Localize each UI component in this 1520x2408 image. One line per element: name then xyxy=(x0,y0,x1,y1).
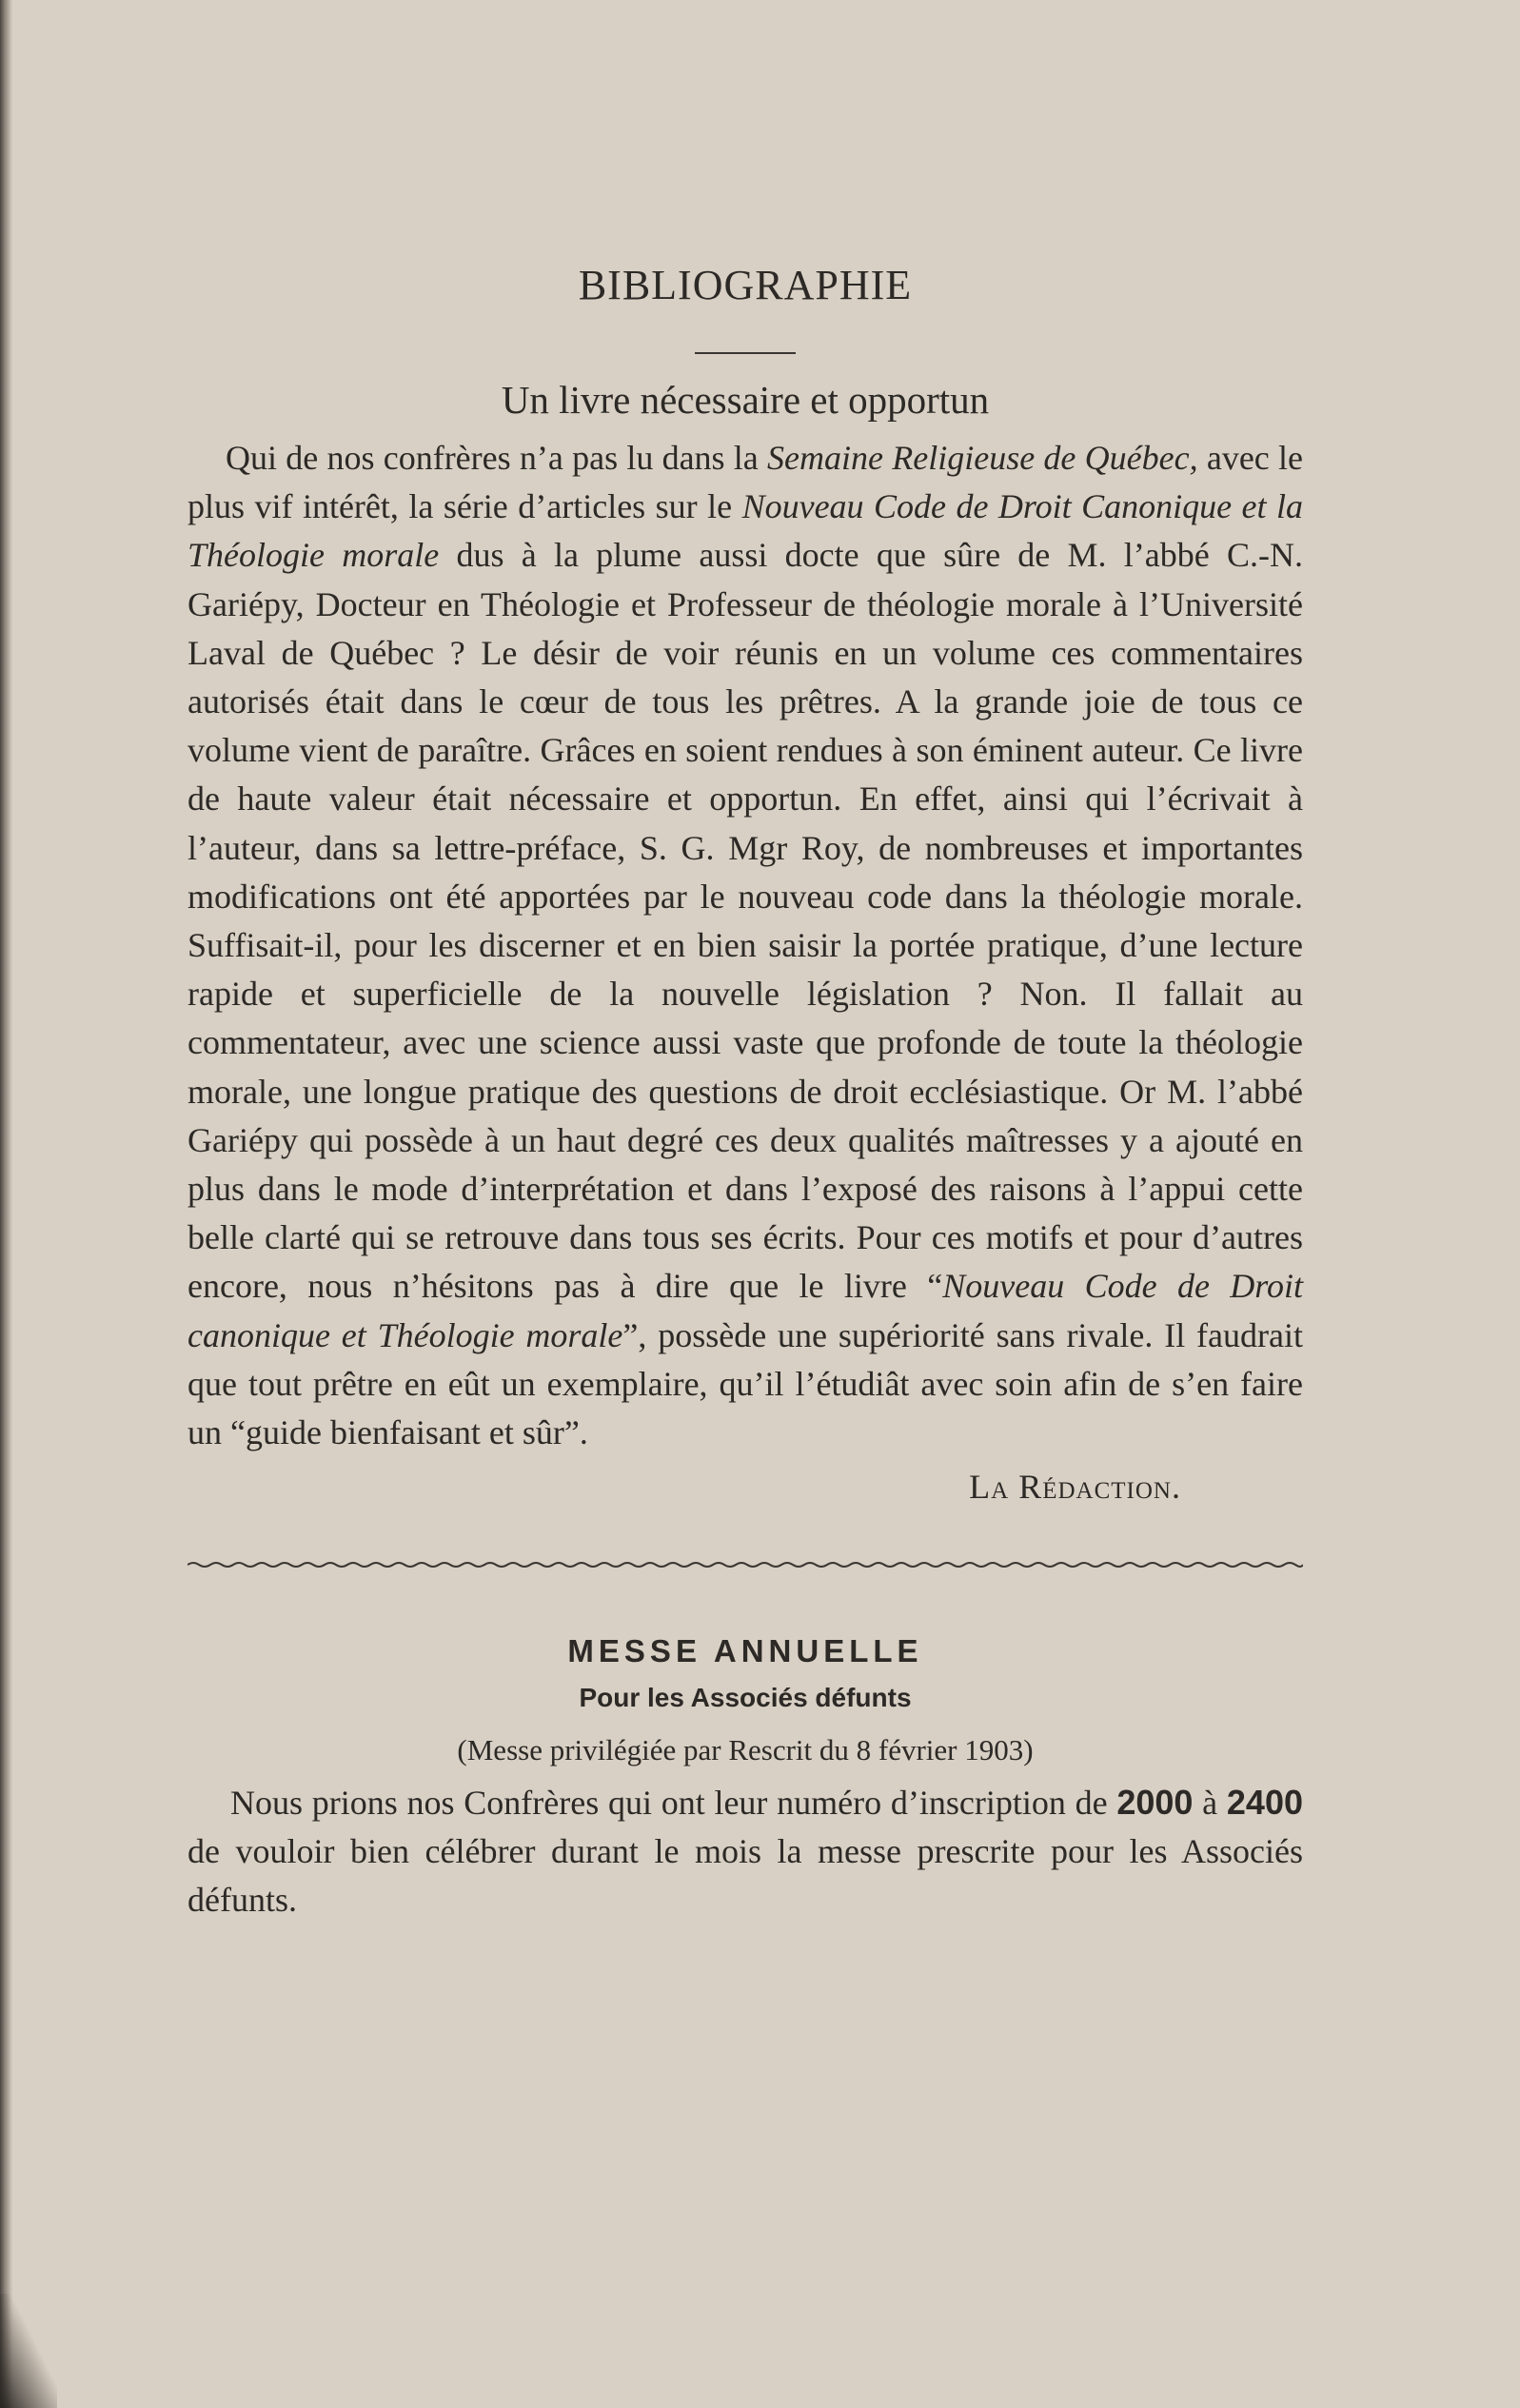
messe-subtitle: Pour les Associés défunts xyxy=(579,1683,912,1713)
article-italic-title: Nouveau Code de Droit canonique et Théologie morale xyxy=(188,1267,1303,1354)
article-italic-title: Nouveau Code de Droit Canonique et la Théologie morale xyxy=(188,487,1303,575)
page-binding-edge xyxy=(0,0,13,2408)
title-divider xyxy=(695,352,796,354)
article-signature: La Rédaction. xyxy=(969,1468,1181,1507)
messe-title: MESSE ANNUELLE xyxy=(567,1633,923,1669)
article-text-part: avec le plus vif intérêt, la série d’articles sur le xyxy=(188,439,1304,526)
messe-note: (Messe privilégiée par Rescrit du 8 février 1903) xyxy=(457,1733,1034,1767)
article-text-part: dus à la plume aussi docte que sûre de M. l’abbé C.-N. Gariépy, Docteur en Théologie et Professeur de théologie morale à l’Université Laval de Québec ? Le désir de voir réunis en un volume ces commentaires autorisés était dans le cœur de tous les prêtres. A la grande joie de tous ce volume vient de paraître. Grâces en soient rendues à son éminent auteur. Ce livre de haute valeur était nécessaire et opportun. En effet, ainsi qui l’écrivait à l’auteur, dans sa lettre-préface, S. G. Mgr Roy, de nombreuses et importantes modifications ont été apportées par le nouveau code dans la théologie morale. Suffisait-il, pour les discerner et en bien saisir la portée pratique, d’une lecture rapide et superficielle de la nouvelle législation ? Non. Il fallait au commentateur, avec une science aussi vaste que profonde de toute la théologie morale, une longue pratique des questions de droit ecclésiastique. Or M. l’abbé Gariépy qui possède à un haut degré ces deux qualités maîtresses y a ajouté en plus dans le mode d’interprétation et dans l’exposé des raisons à l’appui cette belle clarté qui se retrouve dans tous ses écrits. Pour ces motifs et pour d’autres encore, nous n’hésitons pas à dire que le livre “ xyxy=(188,536,1303,1306)
section-title: BIBLIOGRAPHIE xyxy=(578,262,913,308)
inscription-number-to: 2400 xyxy=(1226,1783,1303,1823)
article-text-part: ”, possède une supériorité sans rivale. Il faudrait que tout prêtre en eût un exemplaire, qu’il l’étudiât avec soin afin de s’en faire un “guide bienfaisant et sûr”. xyxy=(188,1315,1303,1452)
article-italic-title: Semaine Religieuse de Québec, xyxy=(767,439,1198,477)
messe-text-part: à xyxy=(1193,1784,1227,1823)
article-text-part: Qui de nos confrères n’a pas lu dans la xyxy=(226,439,768,477)
inscription-number-from: 2000 xyxy=(1116,1783,1194,1823)
page-content xyxy=(188,257,1303,1924)
messe-text-part: Nous prions nos Confrères qui ont leur numéro d’inscription de xyxy=(230,1784,1117,1823)
article-title: Un livre nécessaire et opportun xyxy=(501,378,990,422)
messe-paragraph xyxy=(188,1778,1303,1924)
messe-text-part: de vouloir bien célébrer durant le mois la messe prescrite pour les Associés défunts. xyxy=(188,1832,1303,1920)
wavy-section-divider xyxy=(188,1559,1303,1570)
page-corner-shadow xyxy=(0,2294,57,2408)
article-paragraph xyxy=(188,434,1303,1457)
